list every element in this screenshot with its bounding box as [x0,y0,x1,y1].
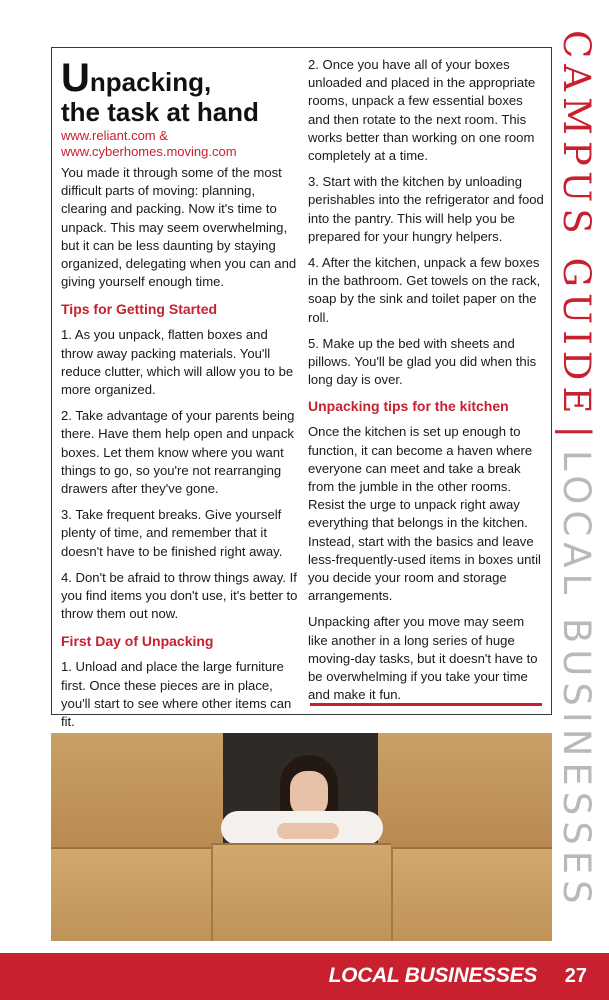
first-day-item: 1. Unload and place the large furniture first. Once these pieces are in place, you'll start to see where other items can fit. [61,659,292,730]
footer-section-label: LOCAL BUSINESSES [328,964,537,987]
source-urls [61,128,301,160]
tip-item: 3. Take frequent breaks. Give yourself plenty of time, and remember that it doesn't have to be finished right away. [61,507,283,559]
heading-first-day: First Day of Unpacking [61,633,214,650]
intro-paragraph: You made it through some of the most difficult parts of moving: planning, clearing and packing. Now it's time to unpack. This may seem overwhelming, but it can be less daunting by staying organized, delegating when you can and giving yourself enough time. [61,165,297,290]
intro-block [61,164,301,291]
first-day-item: 5. Make up the bed with sheets and pillows. You'll be glad you did when this long day is over. [308,335,537,388]
photo-person-hands [277,823,339,839]
article-right-column [308,48,544,713]
sidebar-local-businesses: LOCAL BUSINESSES [554,449,598,910]
photo-box-front-right [391,847,552,941]
sidebar-separator: | [554,425,598,444]
photo-box-front-left [51,847,211,941]
first-day-list-right [308,56,544,389]
tips-list [61,326,301,623]
first-day-item: 3. Start with the kitchen by unloading perishables into the refrigerator and food into the pantry. This will help you be prepared for your hungry helpers. [308,174,544,244]
vertical-sidebar-title [548,30,609,910]
kitchen-paragraph-1: Once the kitchen is set up enough to function, it can become a haven where everyone can meet and take a break from the jumble in the other rooms. Resist the urge to unpack right away everything that belongs in the kitchen. Instead, start with the basics and leave less-frequently-used items in boxes until you decide your room and storage arrangements. [308,424,541,604]
kitchen-paragraph-2: Unpacking after you move may seem like another in a long series of huge moving-day tasks, but it doesn't have to be overwhelming if you take your time and make it fun. [308,614,538,703]
title-line-1 [61,58,301,98]
first-day-list-left [61,658,301,731]
page-number: 27 [564,965,587,987]
article-box [51,47,552,730]
photo-box-seam [211,843,213,941]
title-line-2: the task at hand [61,97,259,127]
source-url-1: www.reliant.com & [61,128,168,143]
title-line-1-rest: npacking, [89,67,212,97]
closing-red-rule [310,703,542,706]
tip-item: 2. Take advantage of your parents being there. Have them help open and unpack boxes. Let them know where you want things to go, so you're not rearranging drawers after they've gone. [61,408,295,497]
photo-box-back-right [378,733,552,847]
source-url-2: www.cyberhomes.moving.com [61,144,237,159]
photo-box-front-middle [211,843,391,941]
photo-box-seam [391,845,393,941]
heading-tips-getting-started: Tips for Getting Started [61,301,218,318]
photo-person-in-boxes [51,733,552,941]
heading-kitchen-tips: Unpacking tips for the kitchen [308,398,509,415]
first-day-item: 2. Once you have all of your boxes unloaded and placed in the appropriate rooms, unpack a few essential boxes and then rotate to the next room. This works better than working on one room completely at a time. [308,57,536,164]
article-title [61,58,301,127]
footer-bar [0,953,609,1000]
sidebar-campus-guide: CAMPUS GUIDE [554,30,598,420]
photo-box-back-left [51,733,223,851]
title-drop-letter: U [61,56,90,100]
tip-item: 1. As you unpack, flatten boxes and throw away packing materials. You'll reduce clutter, which will allow you to be more organized. [61,327,294,398]
kitchen-block [308,423,544,704]
sidebar-text [556,30,596,910]
tip-item: 4. Don't be afraid to throw things away. If you find items you don't use, it's better to throw them out now. [61,569,298,622]
article-left-column [61,48,301,739]
first-day-item: 4. After the kitchen, unpack a few boxes in the bathroom. Get towels on the rack, soap by the sink and toilet paper on the roll. [308,255,541,325]
